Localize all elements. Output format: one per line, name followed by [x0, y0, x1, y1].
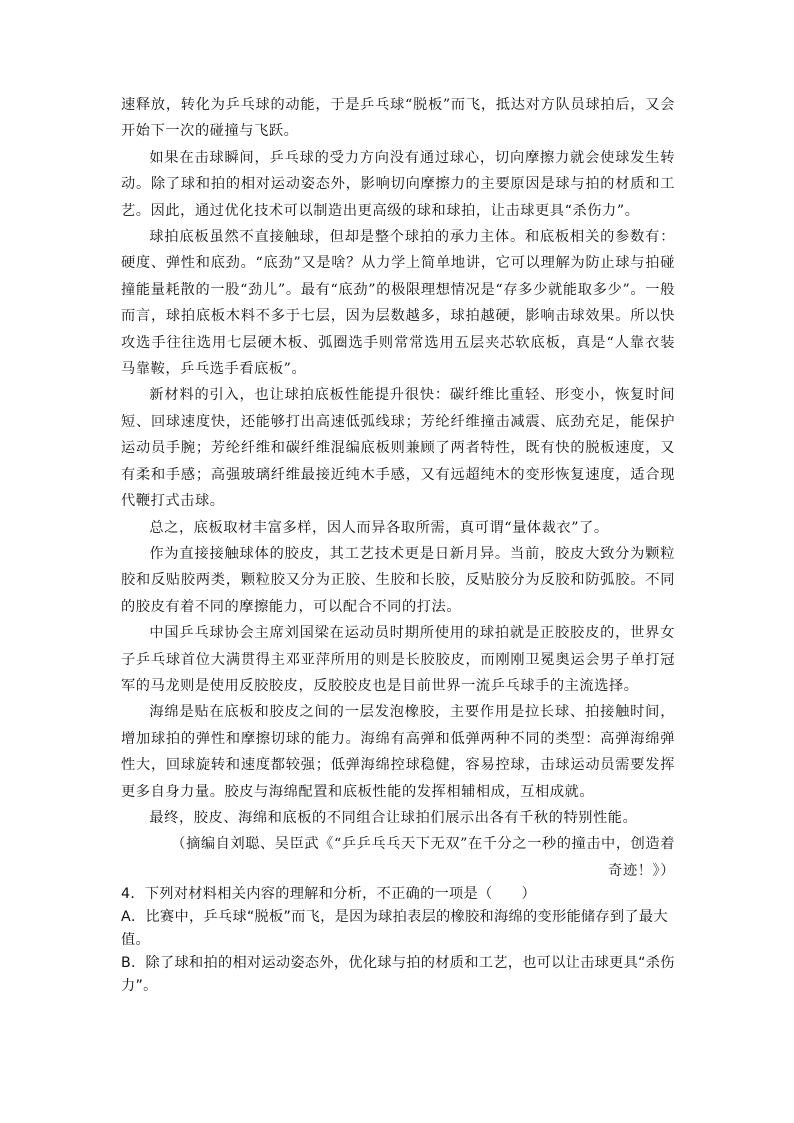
paragraph: 作为直接接触球体的胶皮，其工艺技术更是日新月异。当前，胶皮大致分为颗粒胶和反贴胶两类，颗粒胶又分为正胶、生胶和长胶，反贴胶分为反胶和防弧胶。不同的胶皮有着不同的摩擦能力，可以配合不同的打法。 — [121, 545, 675, 615]
paragraph: 海绵是贴在底板和胶皮之间的一层发泡橡胶，主要作用是拉长球、拍接触时间，增加球拍的弹性和摩擦切球的能力。海绵有高弹和低弹两种不同的类型：高弹海绵弹性大，回球旋转和速度都较强；低弹海绵控球稳健，容易控球，击球运动员需要发挥更多自身力量。胶皮与海绵配置和底板性能的发挥相辅相成，互相成就。 — [121, 704, 675, 800]
option-a: A．比赛中，乒乓球“脱板”而飞，是因为球拍表层的橡胶和海绵的变形能储存到了最大值。 — [121, 909, 668, 948]
paragraph: 最终，胶皮、海绵和底板的不同组合让球拍们展示出各有千秋的特别性能。 — [149, 809, 638, 826]
paragraph: 总之，底板取材丰富多样，因人而异各取所需，真可谓“量体裁衣”了。 — [149, 519, 609, 536]
paragraph: 中国乒乓球协会主席刘国梁在运动员时期所使用的球拍就是正胶胶皮的，世界女子乒乓球首位大满贯得主邓亚萍所用的则是长胶胶皮，而刚刚卫冕奥运会男子单打冠军的马龙则是使用反胶胶皮，反胶胶皮也是目前世界一流乒乓球手的主流选择。 — [121, 625, 675, 694]
question-stem: 4．下列对材料相关内容的理解和分析，不正确的一项是（ ） — [121, 886, 536, 902]
source-citation: （摘编自刘聪、吴臣武《“乒乒乓乓天下无双”在千分之一秒的撞击中，创造着奇迹！》） — [171, 836, 675, 879]
question-block — [121, 883, 675, 998]
paragraph: 球拍底板虽然不直接触球，但却是整个球拍的承力主体。和底板相关的参数有：硬度、弹性和底劲。“底劲”又是啥？从力学上简单地讲，它可以理解为防止球与拍碰撞能量耗散的一股“劲儿”。最有“底劲”的极限理想情况是“存多少就能取多少”。一般而言，球拍底板木料不多于七层，因为层数越多，球拍越硬，影响击球效果。所以快攻选手往往选用七层硬木板、弧圈选手则常常选用五层夹芯软底板，真是“人靠衣装马靠鞍，乒乓选手看底板”。 — [121, 229, 675, 378]
paragraph: 新材料的引入，也让球拍底板性能提升很快：碳纤维比重轻、形变小，恢复时间短、回球速度快，还能够打出高速低弧线球；芳纶纤维撞击减震、底劲充足，能保护运动员手腕；芳纶纤维和碳纤维混编底板则兼顾了两者特性，既有快的脱板速度，又有柔和手感；高强玻璃纤维最接近纯木手感，又有远超纯木的变形恢复速度，适合现代鞭打式击球。 — [121, 387, 675, 510]
paragraph-continuation: 速释放，转化为乒乓球的动能，于是乒乓球“脱板”而飞，抵达对方队员球拍后，又会开始下一次的碰撞与飞跃。 — [121, 97, 675, 140]
option-b: B．除了球和拍的相对运动姿态外，优化球与拍的材质和工艺，也可以让击球更具“杀伤力”。 — [121, 955, 675, 994]
paragraph: 如果在击球瞬间，乒乓球的受力方向没有通过球心，切向摩擦力就会使球发生转动。除了球和拍的相对运动姿态外，影响切向摩擦力的主要原因是球与拍的材质和工艺。因此，通过优化技术可以制造出更高级的球和球拍，让击球更具“杀伤力”。 — [121, 149, 675, 219]
reading-passage — [121, 92, 675, 884]
